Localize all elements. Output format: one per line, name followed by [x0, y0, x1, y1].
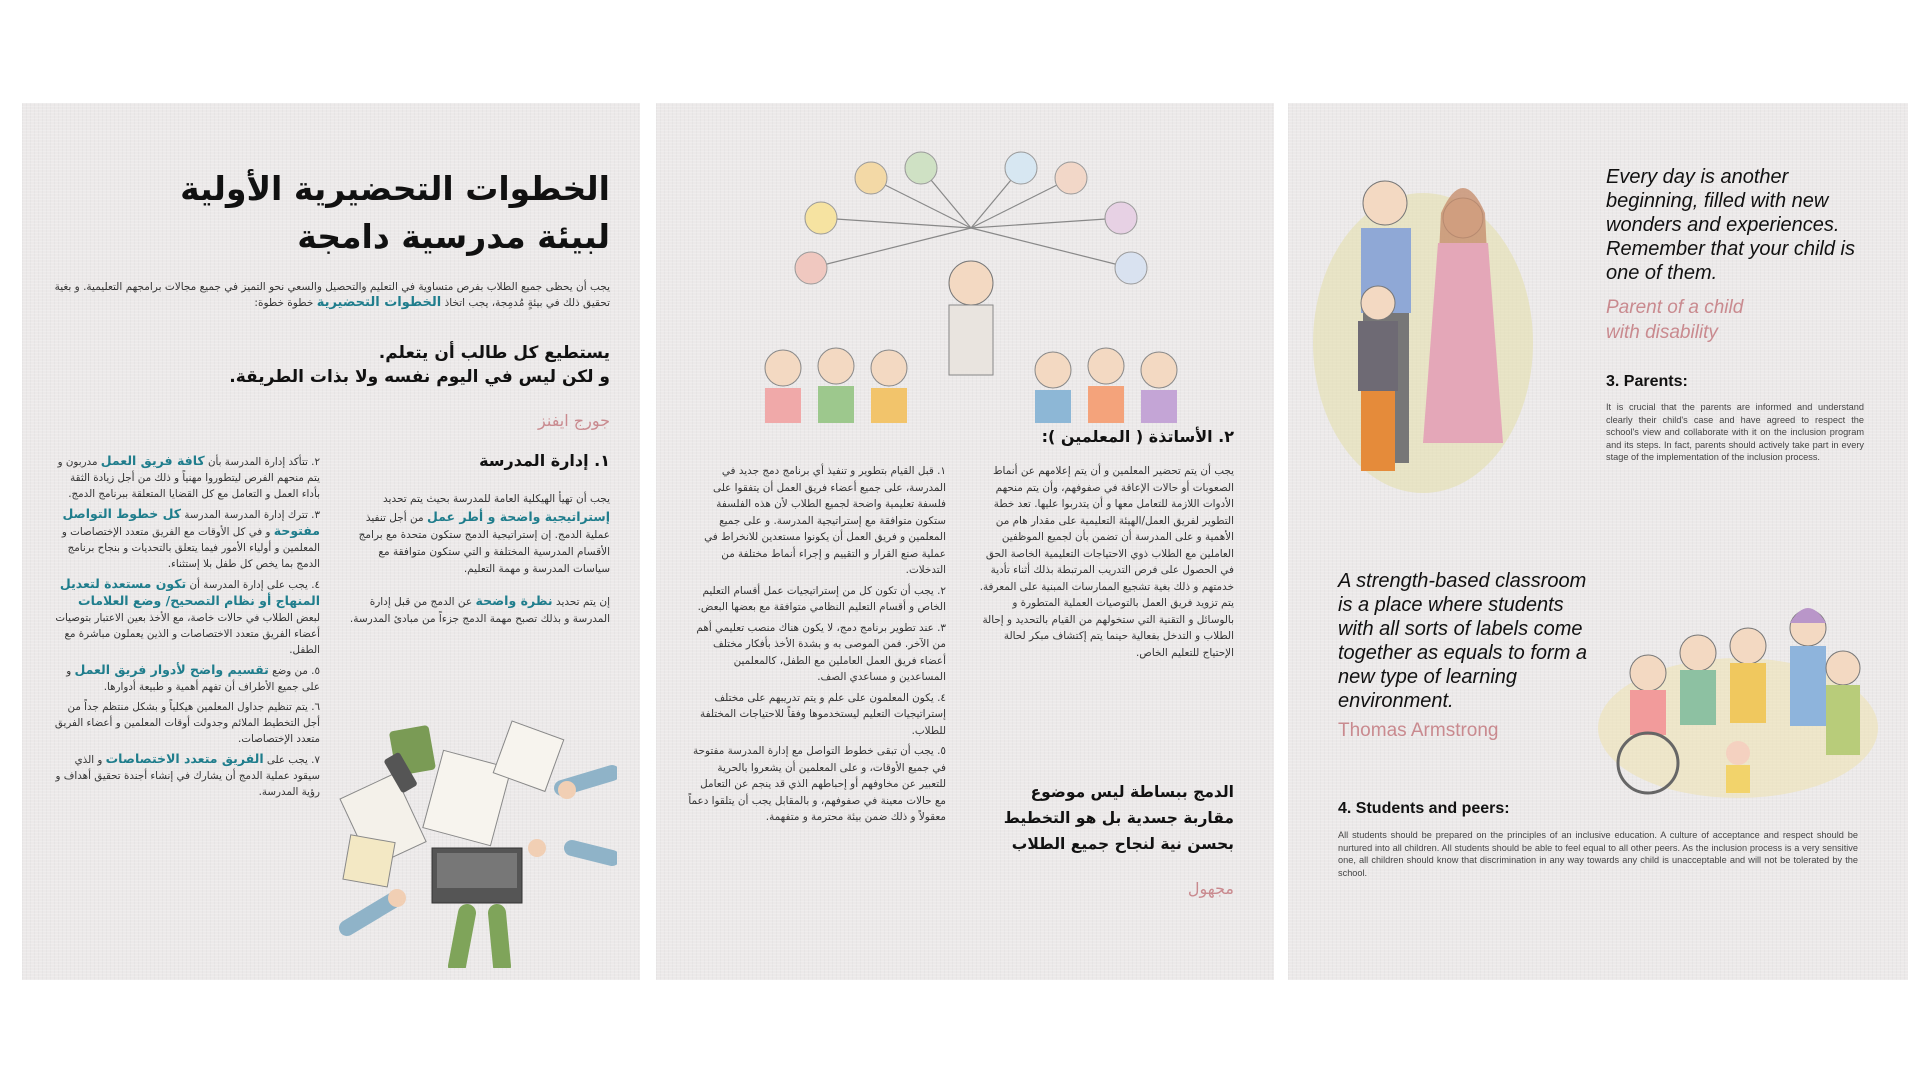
child-face [765, 350, 801, 386]
list-item [52, 506, 320, 572]
section-text-d: عن الدمج من قبل إدارة المدرسة و بذلك تصبح مهمة الدمج جزءاً من مبادئ المدرسة. [349, 596, 610, 625]
teacher-face [949, 261, 993, 305]
teachers-col-left [688, 463, 946, 830]
child-face [1826, 651, 1860, 685]
page-title [50, 165, 610, 261]
list-item-highlight: كل خطوط التواصل مفتوحة [62, 506, 320, 538]
quote-line-3: بحسن نية لنجاح جميع الطلاب [1011, 835, 1234, 853]
child-shirt [1790, 646, 1826, 726]
child-face [1035, 352, 1071, 388]
child-face [1361, 286, 1395, 320]
intro-text-b: خطوة خطوة: [254, 297, 317, 309]
list-item [52, 751, 320, 800]
quote-author: مجهول [1187, 879, 1234, 898]
desk-illustration [337, 698, 617, 968]
child-shirt [1826, 685, 1860, 755]
parents-body: It is crucial that the parents are informed and understand clearly their child's case and have agreed to respect the school's view and collaborate with it on the inclusion program and its steps. In fact, parents should actively take part in every stage of the implementation of the inclusion process. [1606, 402, 1864, 462]
intro-paragraph [50, 279, 610, 311]
watercolor-bg [1313, 193, 1533, 493]
parents-title: 3. Parents: [1606, 373, 1688, 390]
ruler-icon [1055, 162, 1087, 194]
child-shirt [1680, 670, 1716, 725]
quote-line-2: و لكن ليس في اليوم نفسه ولا بذات الطريقة. [229, 367, 610, 387]
list-item: ١. قبل القيام بتطوير و تنفيذ أي برنامج دمج جديد في المدرسة، على جميع أعضاء فريق العمل أن يتفقوا على فلسفة تعليمية واضحة لجميع الطلاب لأن هذه الفلسفة ستكون متوافقة مع إستراتيجية المدرسة. و على جميع المعلمين و فريق العمل أن يكونوا مستعدين للانخراط في عملية صنع القرار و التقييم و إجراء أنماط مختلفة من التدخلات. [704, 465, 946, 576]
title-line-2: لبيئة مدرسية دامجة [297, 217, 610, 256]
list-item-text: و على جميع الأطراف أن تفهم أهمية و طبيعة أدوارها. [66, 665, 320, 693]
child-shirt [1358, 321, 1398, 391]
students-body: All students should be prepared on the principles of an inclusive education. A culture of acceptance and respect should be nurtured into all children. All students should be able to feel equal to all other peers. As the inclusion process is a very sensitive one, all children should know that discrimination in any way towards any child is unacceptable and will not be tolerated by the school. [1338, 830, 1858, 878]
quote-line-1: يستطيع كل طالب أن يتعلم. [378, 343, 610, 363]
quote-1: Every day is another beginning, filled with new wonders and experiences. Remember that your child is one of them. [1606, 166, 1855, 284]
child-face [1680, 635, 1716, 671]
arm-green [457, 913, 467, 966]
list-item-highlight: تقسيم واضح لأدوار فريق العمل [74, 662, 269, 677]
child-face [1730, 628, 1766, 664]
list-item-text: ٤. يجب على إدارة المدرسة أن [186, 579, 320, 591]
atom-icon [1005, 152, 1037, 184]
child-face [1630, 655, 1666, 691]
teacher-body [949, 305, 993, 375]
list-item-text: ٦. يتم تنظيم جداول المعلمين هيكلياً و بشكل منتظم جداً من أجل التخطيط الملائم وجدولت أوقات المعلمين و أعضاء الفريق متعدد الإختصاصات. [54, 701, 320, 745]
quote-1-author-line-2: with disability [1606, 322, 1718, 343]
palette-icon [1105, 202, 1137, 234]
list-item: ٥. يجب أن تبقى خطوط التواصل مع إدارة المدرسة مفتوحة في جميع الأوقات، و على المعلمين أن يشعروا بالحرية للتعبير عن مخاوفهم أو إحباطهم الذي قد ينجم عن التعامل مع حالات معينة في صفوفهم، و بالمقابل يجب أن يتلقوا دعماً معقولاً و ذلك ضمن بيئة محترمة و متفهمة. [688, 745, 946, 823]
child-shirt [1141, 390, 1177, 423]
section-body [342, 491, 610, 628]
flask-icon [905, 152, 937, 184]
quote-1-author [1606, 295, 1743, 345]
hat [1790, 608, 1826, 623]
page-panel-3 [1288, 103, 1908, 980]
child-face [1726, 741, 1750, 765]
apple-icon [795, 252, 827, 284]
section-text-a: يجب أن تهيأ الهيكلية العامة للمدرسة بحيث يتم تحديد [383, 493, 610, 505]
hand [388, 889, 406, 907]
laptop-keyboard [437, 853, 517, 888]
intro-highlight: الخطوات التحضيرية [316, 295, 442, 310]
child-face [818, 348, 854, 384]
book-icon [855, 162, 887, 194]
intro-text-a: يجب أن يحظى جميع الطلاب بفرص متساوية في التعليم والتحصيل والسعي نحو التميز في جميع مجالات برامجهم التعليمية. و بغية تحقيق ذلك في بيئةٍ مُدمِجة، يجب اتخاذ [54, 281, 610, 309]
list-item-text: لبعض الطلاب في حالات خاصة، مع الأخذ بعين الاعتبار بتوصيات أعضاء الفريق متعدد الاختصاصات و الذين يعملون مباشرة مع الطفل. [55, 612, 320, 656]
list-item [52, 453, 320, 502]
list-item-text: ٧. يجب على [263, 754, 320, 766]
list-item-text: ٣. تترك إدارة المدرسة المدرسة [181, 509, 320, 521]
quote-block [50, 341, 610, 389]
section-title: ٢. الأساتذة ( المعلمين ): [1041, 427, 1234, 446]
child-shirt [765, 388, 801, 423]
page-panel-2 [656, 103, 1274, 980]
section-highlight-1: إستراتيجية واضحة و أطر عمل [426, 509, 610, 524]
child-pants [1361, 391, 1395, 471]
quote-2-author: Thomas Armstrong [1338, 720, 1499, 741]
quote-line-2: مقاربة جسدية بل هو التخطيط [1003, 809, 1234, 827]
teacher-kids-illustration [721, 138, 1221, 438]
list-item-highlight: الفريق متعدد الاختصاصات [105, 751, 264, 766]
quote-block [976, 779, 1234, 857]
list-item-highlight: كافة فريق العمل [100, 453, 205, 468]
child-dress [1726, 765, 1750, 793]
notepad-icon [343, 835, 395, 887]
list-item-text: ٢. تتأكد إدارة المدرسة بأن [204, 456, 320, 468]
pencils-icon [1115, 252, 1147, 284]
list-item-text: مدربون و يتم منحهم الفرص ليتطوروا مهنياً و ذلك من أجل زيادة الثقة بأداء العمل و التعامل مع كل القضايا المتعلقة ببرنامج الدمج. [57, 456, 320, 500]
child-shirt [1035, 390, 1071, 423]
child-face [871, 350, 907, 386]
quote-2: A strength-based classroom is a place where students with all sorts of labels come together as equals to form a new type of learning environment. [1338, 570, 1588, 712]
list-item-text: و الذي سيقود عملية الدمج أن يشارك في إنشاء أجندة تحقيق أهداف و رؤية المدرسة. [55, 754, 320, 798]
section-highlight-2: نظرة واضحة [475, 593, 553, 608]
quote-author: جورج ايفنز [538, 411, 610, 430]
list-item: ٤. يكون المعلمون على علم و يتم تدريبهم على مختلف إستراتيجيات التعليم ليستخدموها وفقاً للاحتياجات المختلفة للطلاب. [700, 691, 946, 737]
father-face [1363, 181, 1407, 225]
list-item-highlight: تكون مستعدة لتعديل المنهاج أو نظام التصحيح/ وضع العلامات [59, 576, 320, 608]
arm-green [497, 913, 502, 966]
list-item [52, 699, 320, 747]
list-item [52, 576, 320, 658]
child-shirt [818, 386, 854, 423]
group-illustration [1588, 578, 1878, 798]
family-illustration [1313, 143, 1533, 523]
list [52, 453, 320, 804]
bus-icon [805, 202, 837, 234]
hand [558, 781, 576, 799]
section-title: ١. إدارة المدرسة [479, 451, 610, 470]
list-item-text: ٥. من وضع [268, 665, 320, 677]
child-shirt [1630, 690, 1666, 735]
child-shirt [1730, 663, 1766, 723]
page-panel-1 [22, 103, 640, 980]
section-text-c: إن يتم تحديد [552, 596, 610, 608]
hand [528, 839, 546, 857]
list-item: ٢. يجب أن تكون كل من إستراتيجيات عمل أقسام التعليم الخاص و أقسام التعليم النظامي متوافقة مع بعضها البعض. [697, 584, 946, 613]
quote-line-1: الدمج ببساطة ليس موضوع [1030, 783, 1234, 801]
list-item: ٣. عند تطوير برنامج دمج، لا يكون هناك منصب تعليمي أهم من الآخر. فمن الموصى به و بشدة الأخذ بأفكار مختلف أعضاء فريق العمل العاملين مع الطفل، كالمعلمين المساعدين و مساعدي الصف. [696, 621, 946, 683]
list-item [52, 662, 320, 695]
list-item-text: و في كل الأوقات مع الفريق متعدد الإختصاصات و المعلمين و أولياء الأمور فيما يتعلق بالتحديات و بنجاح برنامج الدمج بما يخص كل طفل بلا إستثناء. [61, 526, 320, 570]
quote-1-author-line-1: Parent of a child [1606, 297, 1744, 318]
teachers-col-right: يجب أن يتم تحضير المعلمين و أن يتم إعلامهم عن أنماط الصعوبات أو حالات الإعاقة في صفوفهم، وأن يتم منحهم الأدوات اللازمة للتعامل معها و أن يتدربوا عليها. تعد خطة التطوير لفريق العمل/الهيئة التعليمية على مقدار هام من الأهمية و على المدرسة أن تضمن بأن لجميع الموظفين العاملين مع الطلاب ذوي الاحتياجات التعليمية الخاصة الحق في الحصول على فرص التدريب المرتبطة بذلك أثناء تأدية خدمتهم و ذلك بغية تشجيع الممارسات المبنية على المعرفة. يتم تزويد فريق العمل بالتوصيات العملية المتطورة و بالوسائل و التقنية التي ستخولهم من القيام بالتحديد و إحالة الطلاب و التدخل بفعالية حينما يتم إكتشاف مبكر لحالة الإحتياج للتعليم الخاص. [979, 465, 1234, 659]
child-face [1088, 348, 1124, 384]
arm-blue [572, 848, 612, 858]
child-face [1141, 352, 1177, 388]
title-line-1: الخطوات التحضيرية الأولية [180, 169, 610, 208]
students-title: 4. Students and peers: [1338, 800, 1510, 817]
child-shirt [871, 388, 907, 423]
child-shirt [1088, 386, 1124, 423]
section-text-b: من أجل تنفيذ عملية الدمج. إن إستراتيجية الدمج ستكون متحدة مع برامج الأقسام المدرسية المختلفة و التي ستكون متوافقة مع سياسات المدرسة و مهمة التعليم. [358, 512, 610, 575]
